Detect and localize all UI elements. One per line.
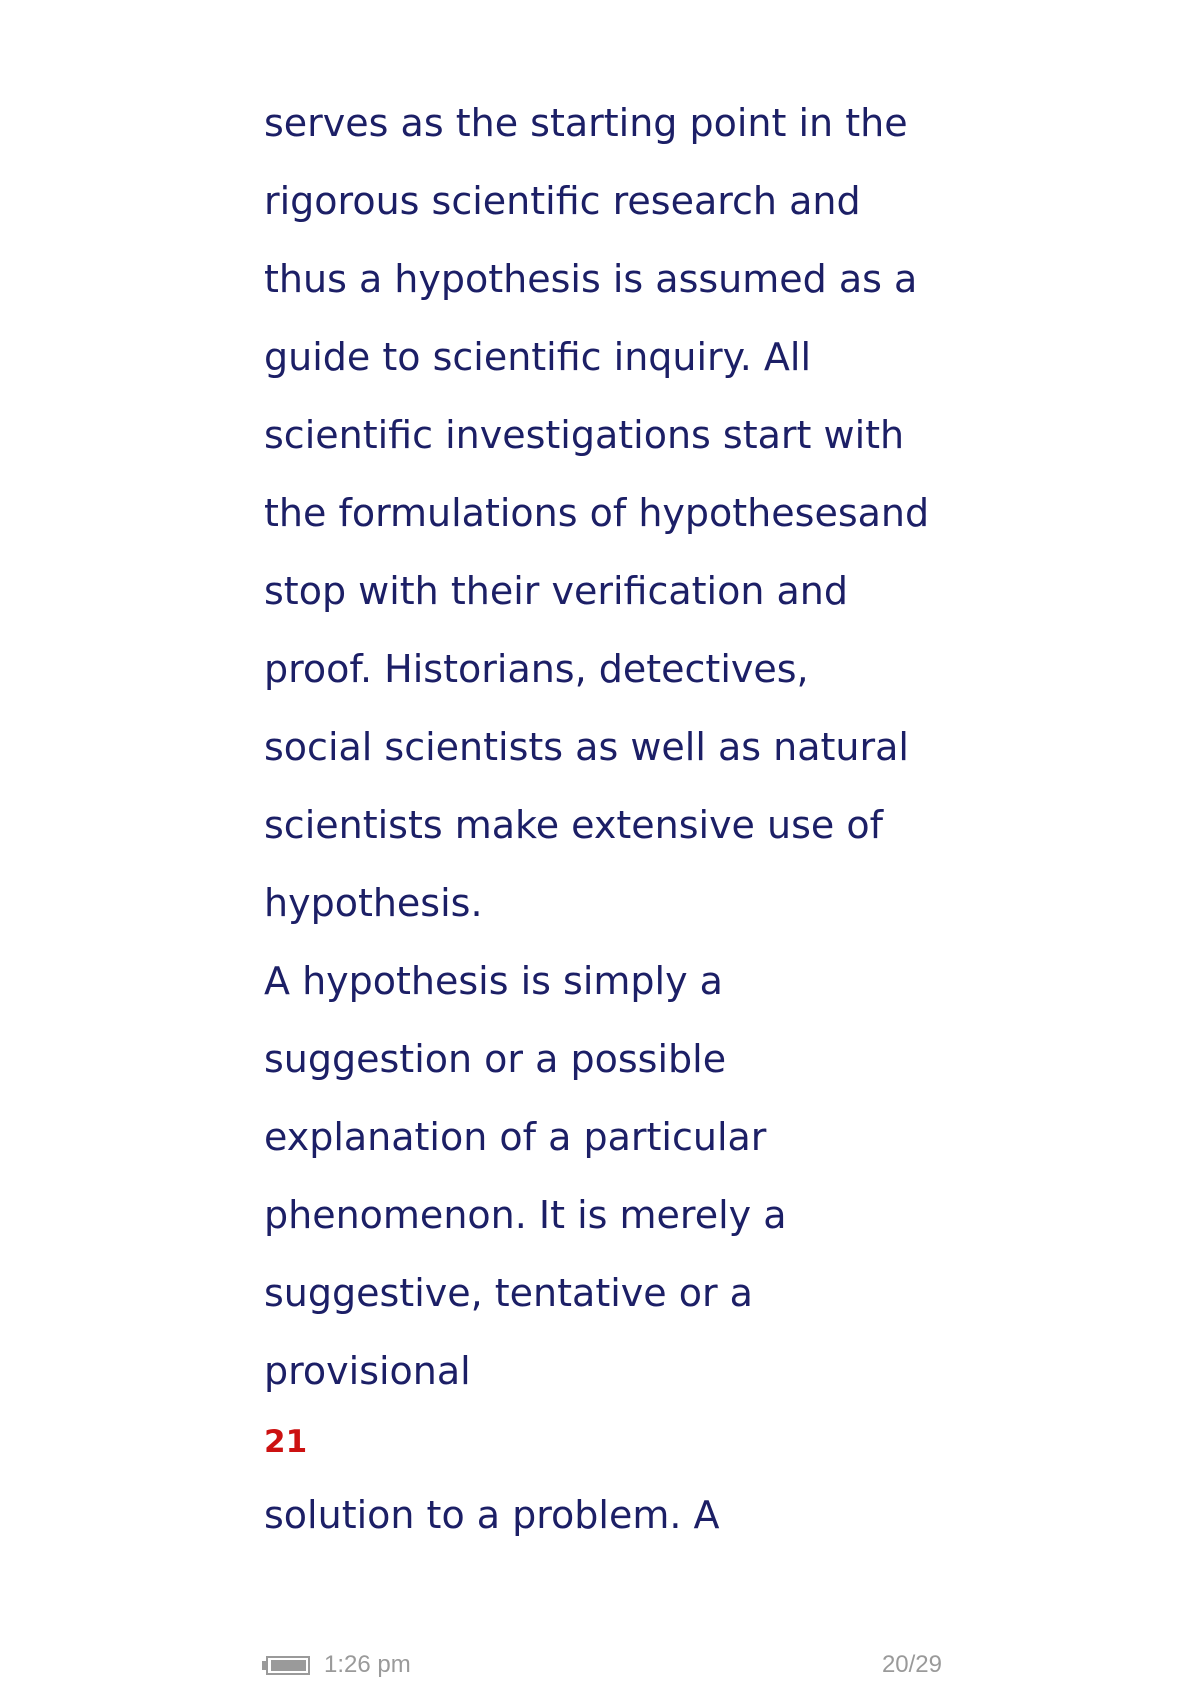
text-line: thus a hypothesis is assumed as a: [264, 257, 918, 301]
text-line: suggestion or a possible: [264, 1037, 727, 1081]
text-line: explanation of a particular: [264, 1115, 767, 1159]
text-line: stop with their verification and: [264, 569, 848, 613]
page-count: 20/29: [881, 1651, 942, 1678]
text-line: suggestive, tentative or a: [264, 1271, 753, 1315]
continuation-line: solution to a problem. A: [264, 1493, 720, 1537]
text-line: guide to scientific inquiry. All: [264, 335, 812, 379]
text-line: scientific investigations start with: [264, 413, 905, 457]
text-line: proof. Historians, detectives,: [264, 647, 809, 691]
text-line: A hypothesis is simply a: [264, 959, 723, 1003]
page-number: 21: [264, 1424, 308, 1460]
text-line: serves as the starting point in the: [264, 101, 908, 145]
status-bar: [262, 1647, 942, 1683]
text-line: scientists make extensive use of: [264, 803, 883, 847]
text-line: phenomenon. It is merely a: [264, 1193, 787, 1237]
status-time: 1:26 pm: [324, 1651, 411, 1678]
text-line: rigorous scientific research and: [264, 179, 861, 223]
text-line: provisional: [264, 1349, 471, 1393]
battery-icon: [262, 1656, 310, 1675]
text-line: social scientists as well as natural: [264, 725, 909, 769]
document-text: [264, 84, 984, 1410]
text-line: hypothesis.: [264, 881, 483, 925]
text-line: the formulations of hypothesesand: [264, 491, 930, 535]
